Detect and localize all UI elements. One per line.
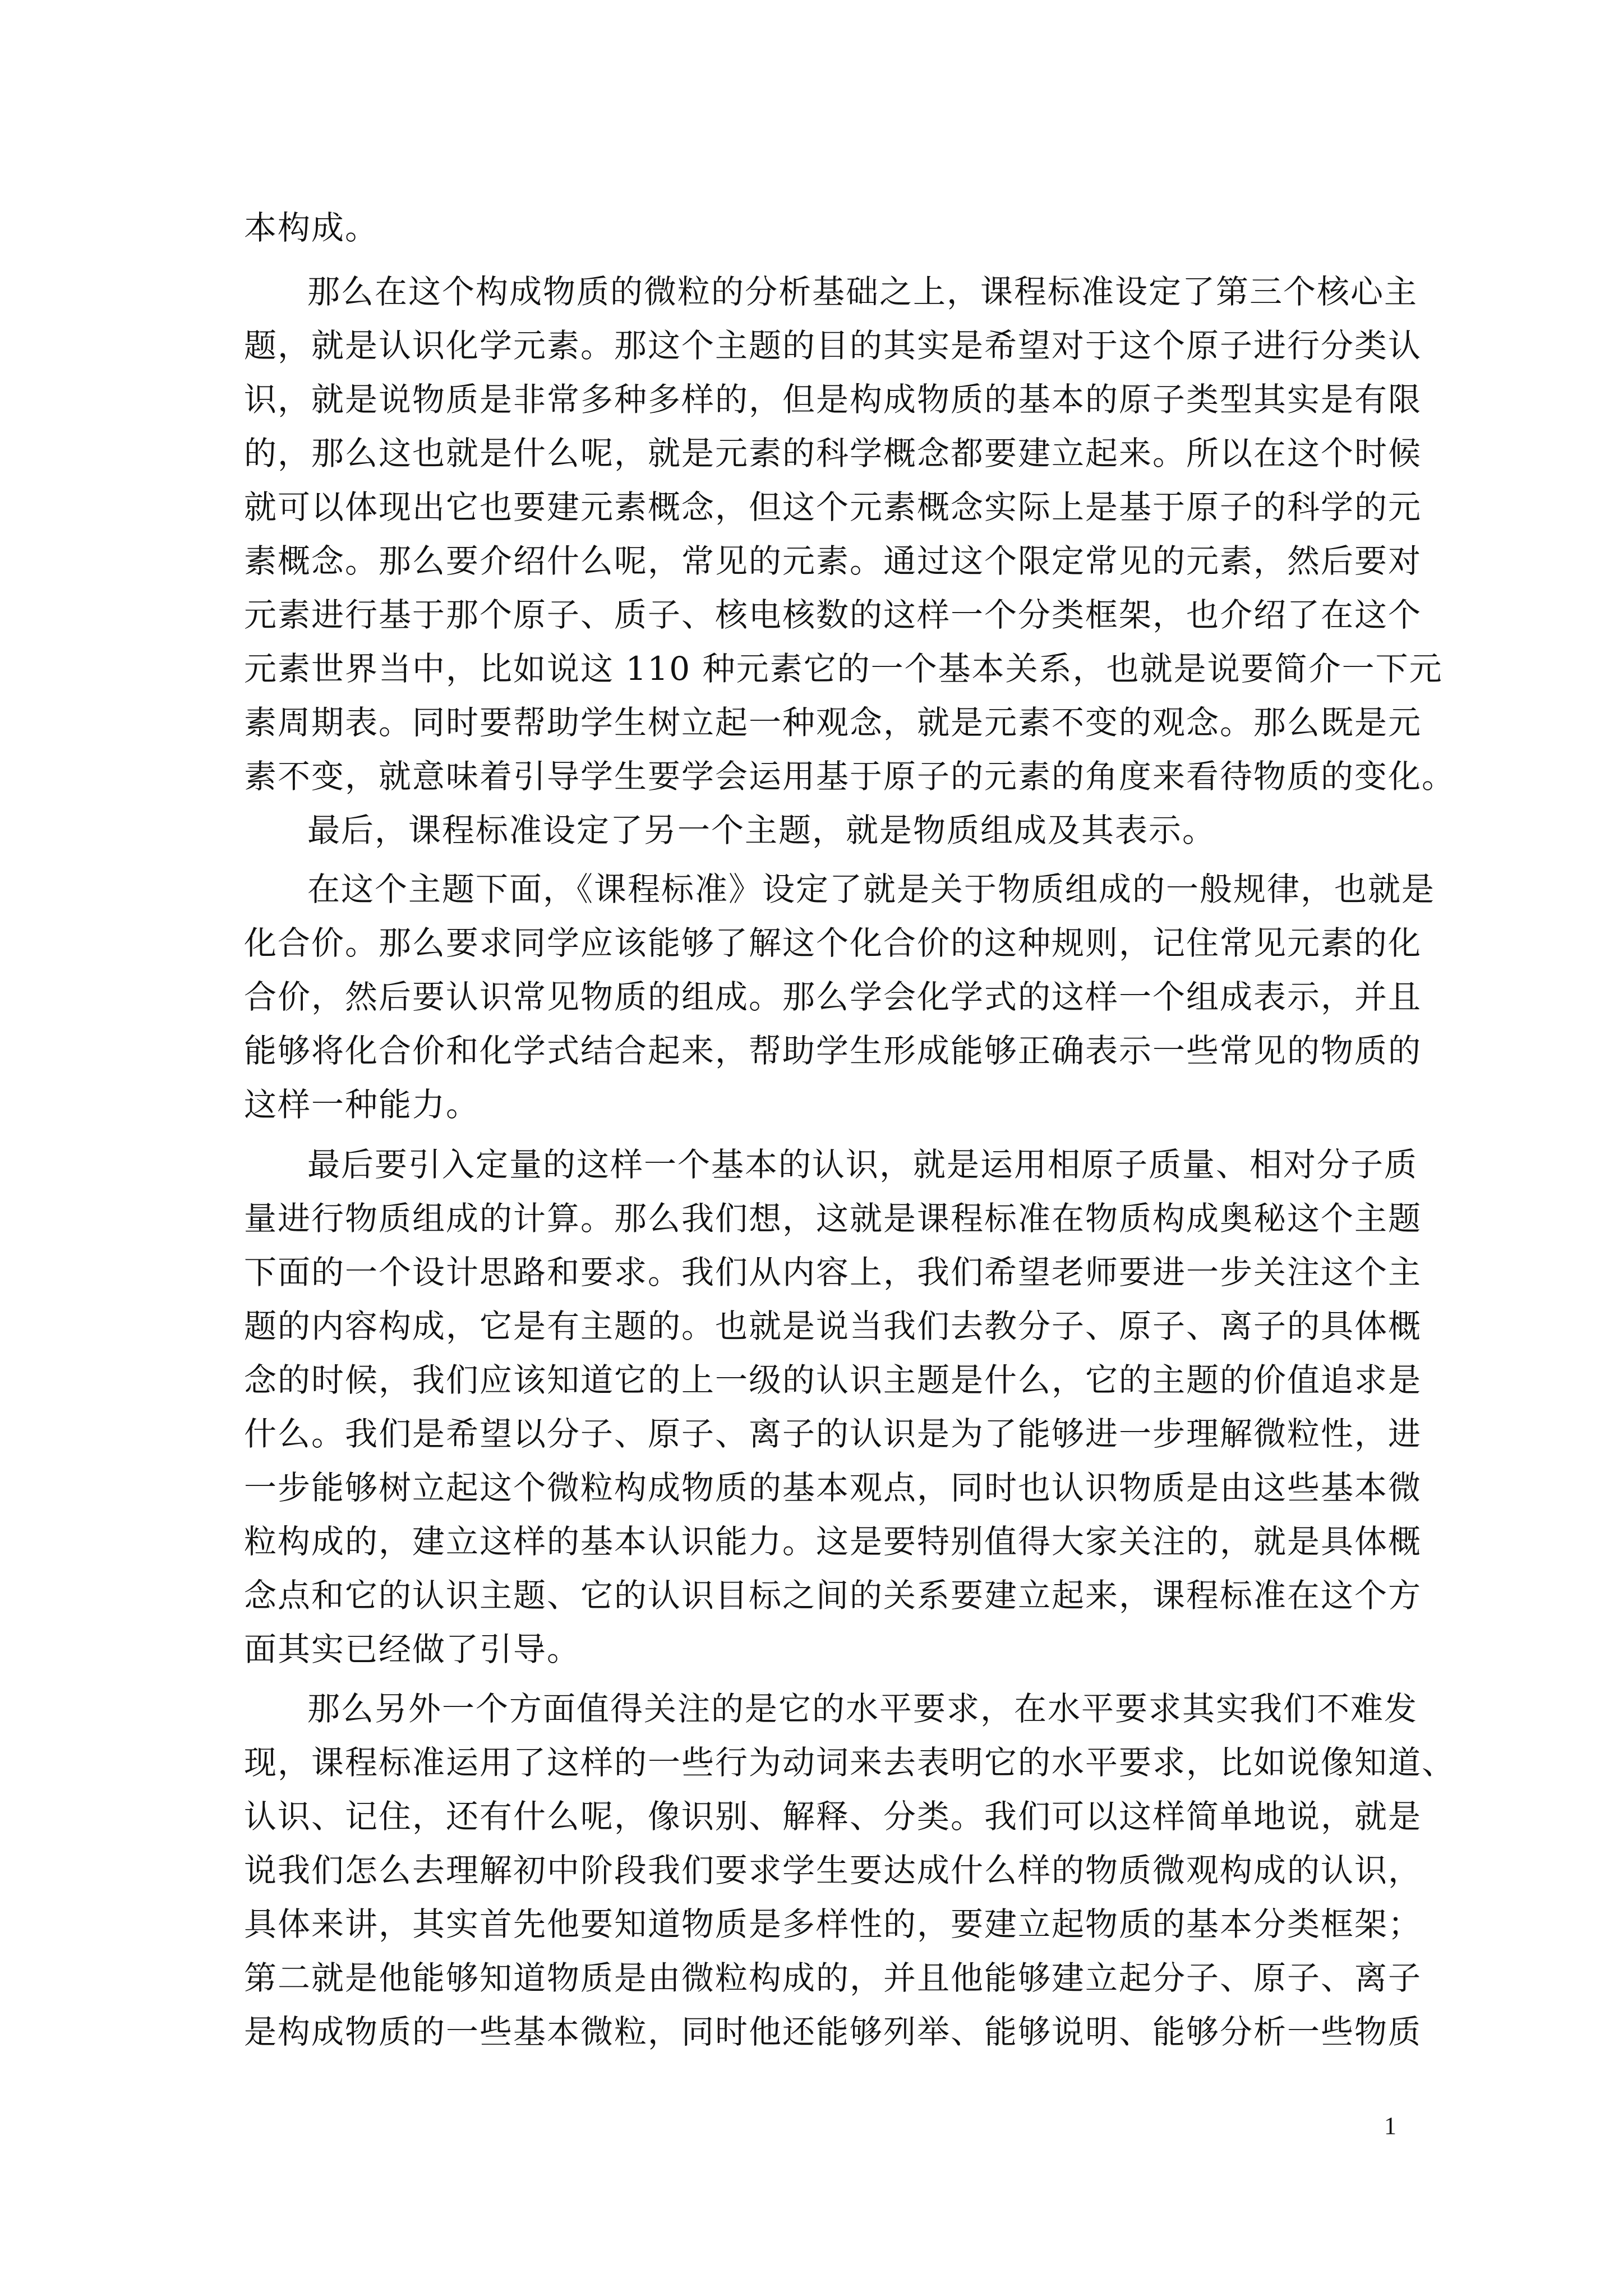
text-line: 能够将化合价和化学式结合起来，帮助学生形成能够正确表示一些常见的物质的 bbox=[244, 1032, 1422, 1070]
text-line: 具体来讲，其实首先他要知道物质是多样性的，要建立起物质的基本分类框架； bbox=[244, 1905, 1422, 1943]
text-line: 是构成物质的一些基本微粒，同时他还能够列举、能够说明、能够分析一些物质 bbox=[244, 2013, 1422, 2051]
text-line: 素不变，就意味着引导学生要学会运用基于原子的元素的角度来看待物质的变化。 bbox=[244, 757, 1456, 795]
paragraph-start-line: 最后要引入定量的这样一个基本的认识，就是运用相原子质量、相对分子质 bbox=[307, 1145, 1418, 1184]
text-line: 化合价。那么要求同学应该能够了解这个化合价的这种规则，记住常见元素的化 bbox=[244, 924, 1422, 962]
text-line: 素概念。那么要介绍什么呢，常见的元素。通过这个限定常见的元素，然后要对 bbox=[244, 542, 1422, 580]
text-line: 粒构成的，建立这样的基本认识能力。这是要特别值得大家关注的，就是具体概 bbox=[244, 1522, 1422, 1561]
text-line: 第二就是他能够知道物质是由微粒构成的，并且他能够建立起分子、原子、离子 bbox=[244, 1959, 1422, 1997]
paragraph-start-line: 最后，课程标准设定了另一个主题，就是物质组成及其表示。 bbox=[307, 811, 1216, 849]
text-line: 元素进行基于那个原子、质子、核电核数的这样一个分类框架，也介绍了在这个 bbox=[244, 596, 1422, 634]
text-line: 念点和它的认识主题、它的认识目标之间的关系要建立起来，课程标准在这个方 bbox=[244, 1576, 1422, 1614]
paragraph-start-line: 那么另外一个方面值得关注的是它的水平要求，在水平要求其实我们不难发 bbox=[307, 1690, 1418, 1728]
text-line: 一步能够树立起这个微粒构成物质的基本观点，同时也认识物质是由这些基本微 bbox=[244, 1469, 1422, 1507]
text-line: 这样一种能力。 bbox=[244, 1085, 480, 1124]
text-line: 什么。我们是希望以分子、原子、离子的认识是为了能够进一步理解微粒性，进 bbox=[244, 1415, 1422, 1453]
text-line: 面其实已经做了引导。 bbox=[244, 1630, 581, 1668]
text-line: 下面的一个设计思路和要求。我们从内容上，我们希望老师要进一步关注这个主 bbox=[244, 1253, 1422, 1291]
text-line: 素周期表。同时要帮助学生树立起一种观念，就是元素不变的观念。那么既是元 bbox=[244, 703, 1422, 742]
text-line: 的，那么这也就是什么呢，就是元素的科学概念都要建立起来。所以在这个时候 bbox=[244, 434, 1422, 472]
text-line: 本构成。 bbox=[244, 209, 379, 247]
text-line: 就可以体现出它也要建元素概念，但这个元素概念实际上是基于原子的科学的元 bbox=[244, 488, 1422, 526]
text-line: 认识、记住，还有什么呢，像识别、解释、分类。我们可以这样简单地说，就是 bbox=[244, 1797, 1422, 1835]
paragraph-start-line: 在这个主题下面，《课程标准》设定了就是关于物质组成的一般规律，也就是 bbox=[307, 870, 1436, 908]
text-line: 说我们怎么去理解初中阶段我们要求学生要达成什么样的物质微观构成的认识， bbox=[244, 1851, 1422, 1889]
text-line: 元素世界当中，比如说这 110 种元素它的一个基本关系，也就是说要简介一下元 bbox=[244, 650, 1443, 688]
text-line: 合价，然后要认识常见物质的组成。那么学会化学式的这样一个组成表示，并且 bbox=[244, 978, 1422, 1016]
paragraph-start-line: 那么在这个构成物质的微粒的分析基础之上，课程标准设定了第三个核心主 bbox=[307, 273, 1418, 311]
text-line: 量进行物质组成的计算。那么我们想，这就是课程标准在物质构成奥秘这个主题 bbox=[244, 1199, 1422, 1237]
text-line: 识，就是说物质是非常多种多样的，但是构成物质的基本的原子类型其实是有限 bbox=[244, 380, 1422, 418]
page-number: 1 bbox=[1384, 2112, 1396, 2139]
text-line: 念的时候，我们应该知道它的上一级的认识主题是什么，它的主题的价值追求是 bbox=[244, 1361, 1422, 1399]
text-line: 现，课程标准运用了这样的一些行为动词来去表明它的水平要求，比如说像知道、 bbox=[244, 1743, 1456, 1782]
text-line: 题，就是认识化学元素。那这个主题的目的其实是希望对于这个原子进行分类认 bbox=[244, 326, 1422, 365]
text-line: 题的内容构成，它是有主题的。也就是说当我们去教分子、原子、离子的具体概 bbox=[244, 1307, 1422, 1345]
